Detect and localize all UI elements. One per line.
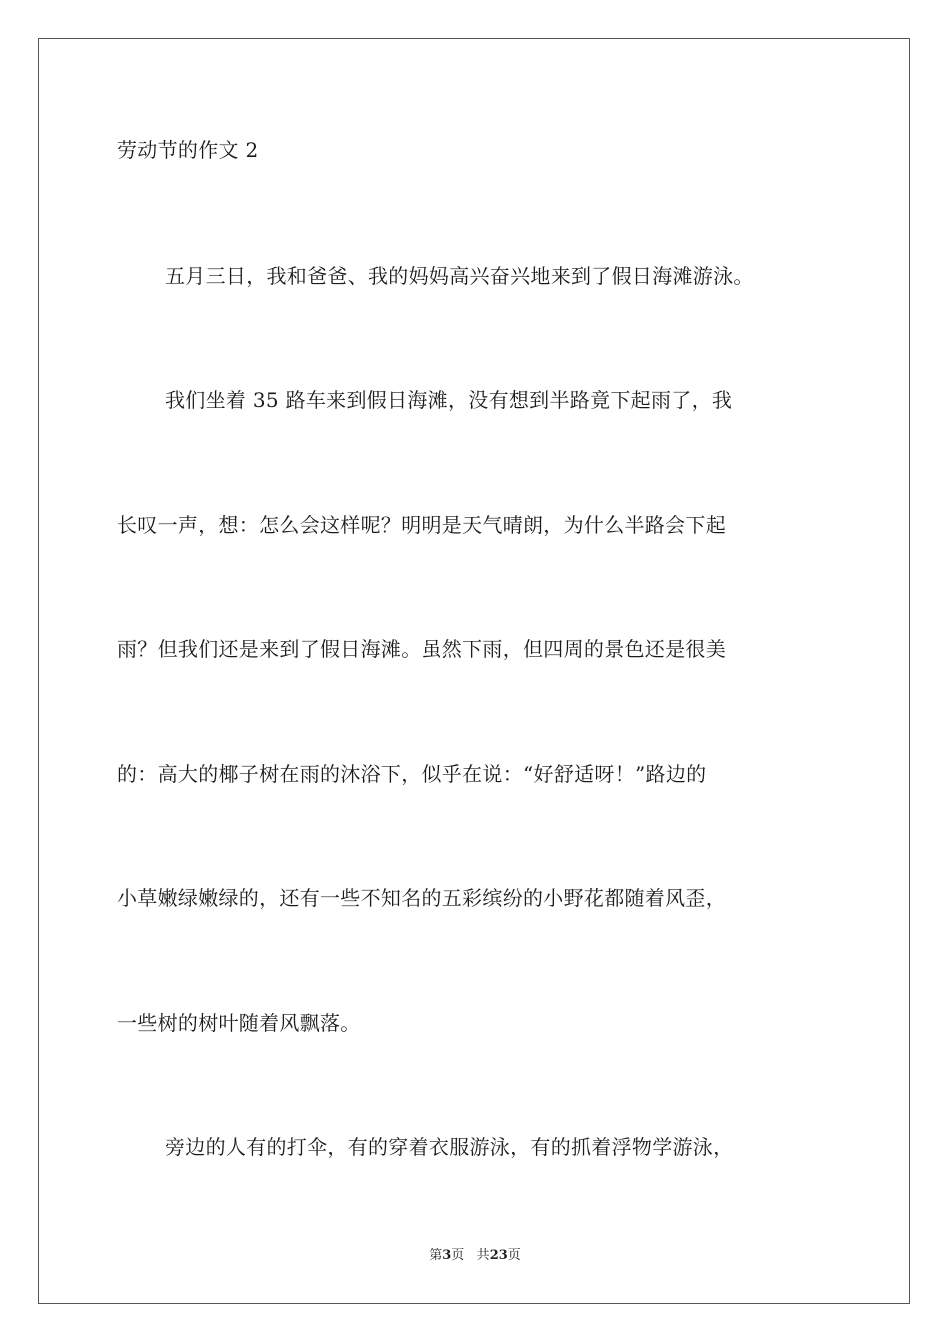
footer-prefix: 第 xyxy=(429,1248,443,1263)
document-heading: 劳动节的作文 2 xyxy=(117,138,259,162)
paragraph-line-4: 雨？但我们还是来到了假日海滩。虽然下雨，但四周的景色还是很美 xyxy=(117,637,726,661)
footer-page-suffix: 页 xyxy=(451,1248,465,1263)
footer-current-page: 3 xyxy=(442,1248,452,1263)
paragraph-line-8: 旁边的人有的打伞，有的穿着衣服游泳，有的抓着浮物学游泳， xyxy=(165,1135,734,1159)
footer-gap xyxy=(464,1248,476,1263)
page-border xyxy=(38,38,910,1304)
page-footer xyxy=(0,1248,950,1264)
paragraph-line-2: 我们坐着 35 路车来到假日海滩，没有想到半路竟下起雨了，我 xyxy=(165,388,733,412)
footer-total-prefix: 共 xyxy=(476,1248,490,1263)
paragraph-line-3: 长叹一声，想：怎么会这样呢？明明是天气晴朗，为什么半路会下起 xyxy=(117,513,726,537)
footer-total-pages: 23 xyxy=(489,1248,508,1263)
paragraph-line-6: 小草嫩绿嫩绿的，还有一些不知名的五彩缤纷的小野花都随着风歪， xyxy=(117,886,726,910)
paragraph-line-7: 一些树的树叶随着风飘落。 xyxy=(117,1011,361,1035)
footer-total-suffix: 页 xyxy=(507,1248,521,1263)
paragraph-line-5: 的：高大的椰子树在雨的沐浴下，似乎在说：“好舒适呀！”路边的 xyxy=(117,762,707,786)
paragraph-line-1: 五月三日，我和爸爸、我的妈妈高兴奋兴地来到了假日海滩游泳。 xyxy=(165,264,754,288)
